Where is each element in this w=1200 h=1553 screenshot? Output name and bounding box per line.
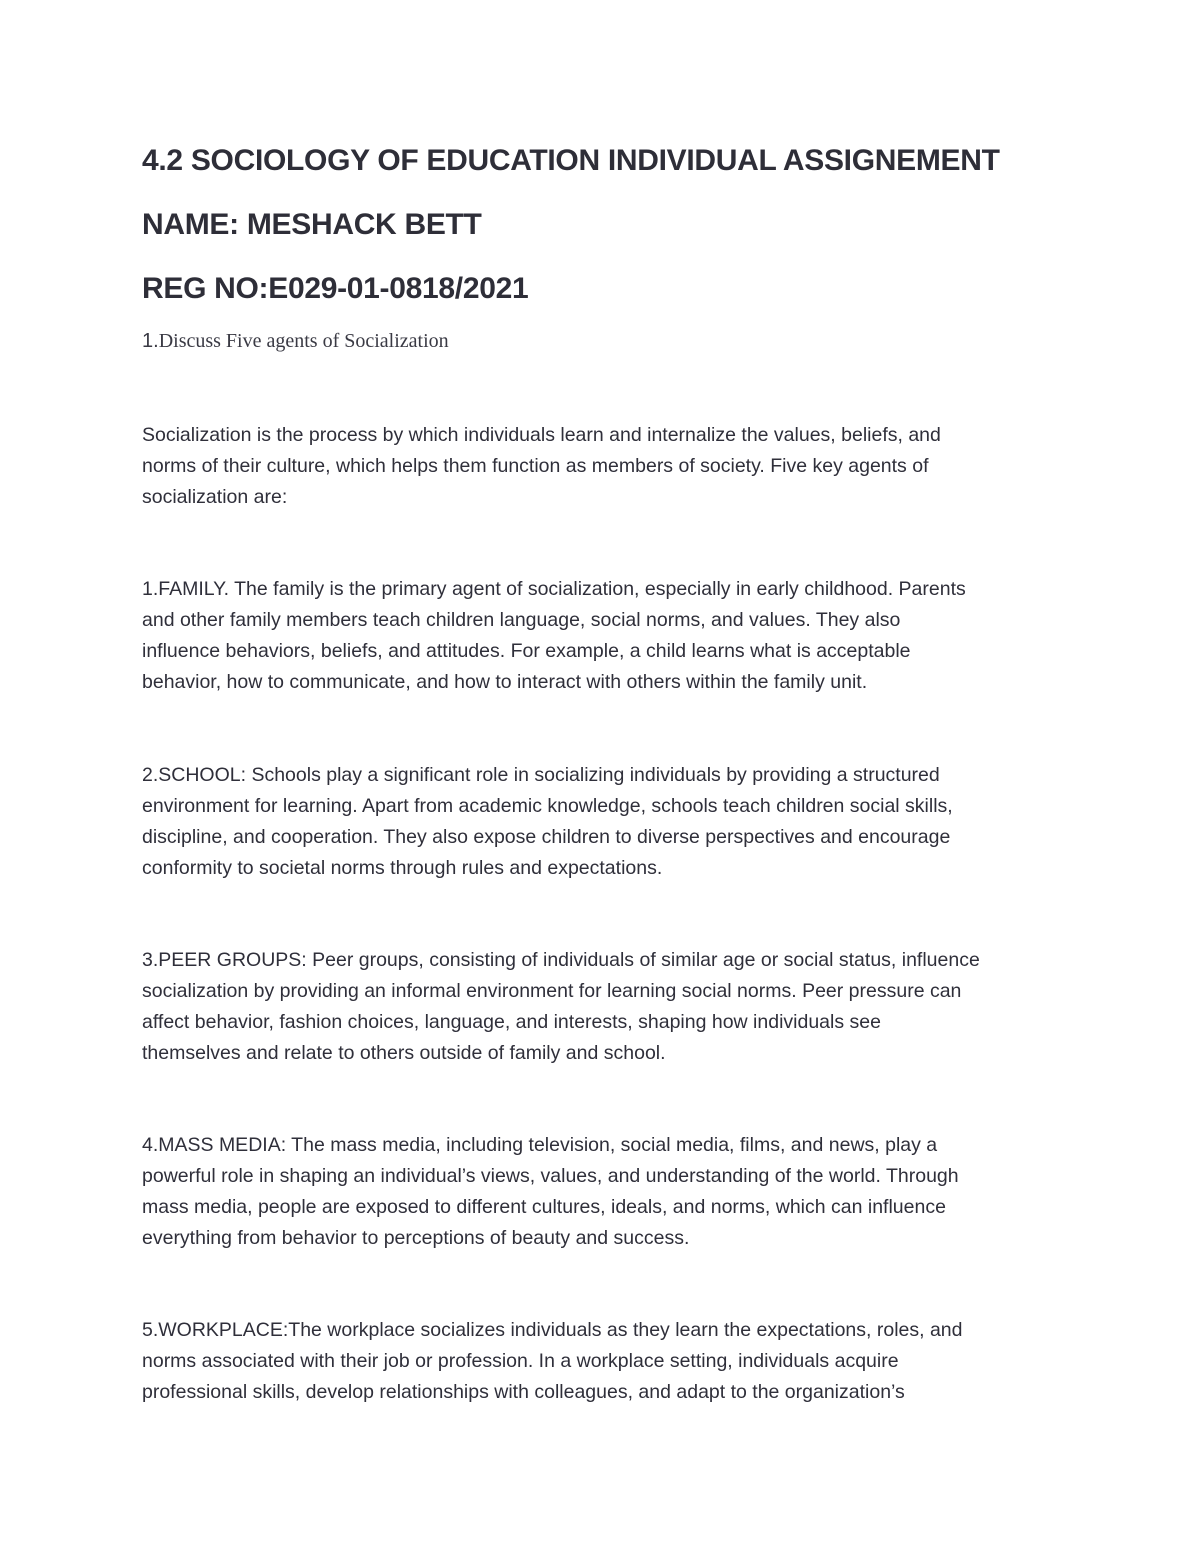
- paragraph-line: behavior, how to communicate, and how to interact with others within the family unit.: [142, 671, 868, 693]
- paragraph-line: socialization are:: [142, 486, 288, 508]
- school-paragraph: [142, 760, 1062, 884]
- paragraph-line: 3.PEER GROUPS: Peer groups, consisting of individuals of similar age or social status, influence: [142, 949, 980, 971]
- mass-media-paragraph: [142, 1130, 1062, 1254]
- paragraph-line: norms associated with their job or profession. In a workplace setting, individuals acquire: [142, 1350, 899, 1372]
- document-title: 4.2 SOCIOLOGY OF EDUCATION INDIVIDUAL ASSIGNEMENT: [142, 144, 1000, 177]
- workplace-paragraph: [142, 1315, 1062, 1408]
- paragraph-line: powerful role in shaping an individual’s views, values, and understanding of the world. Through: [142, 1165, 959, 1187]
- paragraph-line: environment for learning. Apart from academic knowledge, schools teach children social skills,: [142, 795, 953, 817]
- question-text: Discuss Five agents of Socialization: [158, 330, 449, 352]
- paragraph-line: conformity to societal norms through rules and expectations.: [142, 857, 663, 879]
- student-name: NAME: MESHACK BETT: [142, 208, 482, 241]
- paragraph-line: Socialization is the process by which individuals learn and internalize the values, beliefs, and: [142, 424, 941, 446]
- registration-number: REG NO:E029-01-0818/2021: [142, 272, 529, 305]
- paragraph-line: and other family members teach children language, social norms, and values. They also: [142, 609, 901, 631]
- paragraph-line: 5.WORKPLACE:The workplace socializes individuals as they learn the expectations, roles, and: [142, 1319, 963, 1341]
- paragraph-line: professional skills, develop relationships with colleagues, and adapt to the organization’s: [142, 1381, 905, 1403]
- question-heading: [142, 330, 449, 353]
- paragraph-line: 4.MASS MEDIA: The mass media, including television, social media, films, and news, play a: [142, 1134, 938, 1156]
- paragraph-line: themselves and relate to others outside of family and school.: [142, 1042, 666, 1064]
- question-number: 1.: [142, 330, 159, 352]
- paragraph-line: affect behavior, fashion choices, language, and interests, shaping how individuals see: [142, 1011, 881, 1033]
- paragraph-line: mass media, people are exposed to different cultures, ideals, and norms, which can influence: [142, 1196, 946, 1218]
- paragraph-line: 1.FAMILY. The family is the primary agent of socialization, especially in early childhood. Parents: [142, 578, 966, 600]
- intro-paragraph: [142, 420, 1062, 513]
- paragraph-line: discipline, and cooperation. They also expose children to diverse perspectives and encourage: [142, 826, 951, 848]
- paragraph-line: socialization by providing an informal environment for learning social norms. Peer pressure can: [142, 980, 962, 1002]
- paragraph-line: influence behaviors, beliefs, and attitudes. For example, a child learns what is acceptable: [142, 640, 911, 662]
- paragraph-line: 2.SCHOOL: Schools play a significant role in socializing individuals by providing a structured: [142, 764, 940, 786]
- peer-groups-paragraph: [142, 945, 1062, 1069]
- family-paragraph: [142, 574, 1062, 698]
- paragraph-line: everything from behavior to perceptions of beauty and success.: [142, 1227, 690, 1249]
- paragraph-line: norms of their culture, which helps them function as members of society. Five key agents of: [142, 455, 929, 477]
